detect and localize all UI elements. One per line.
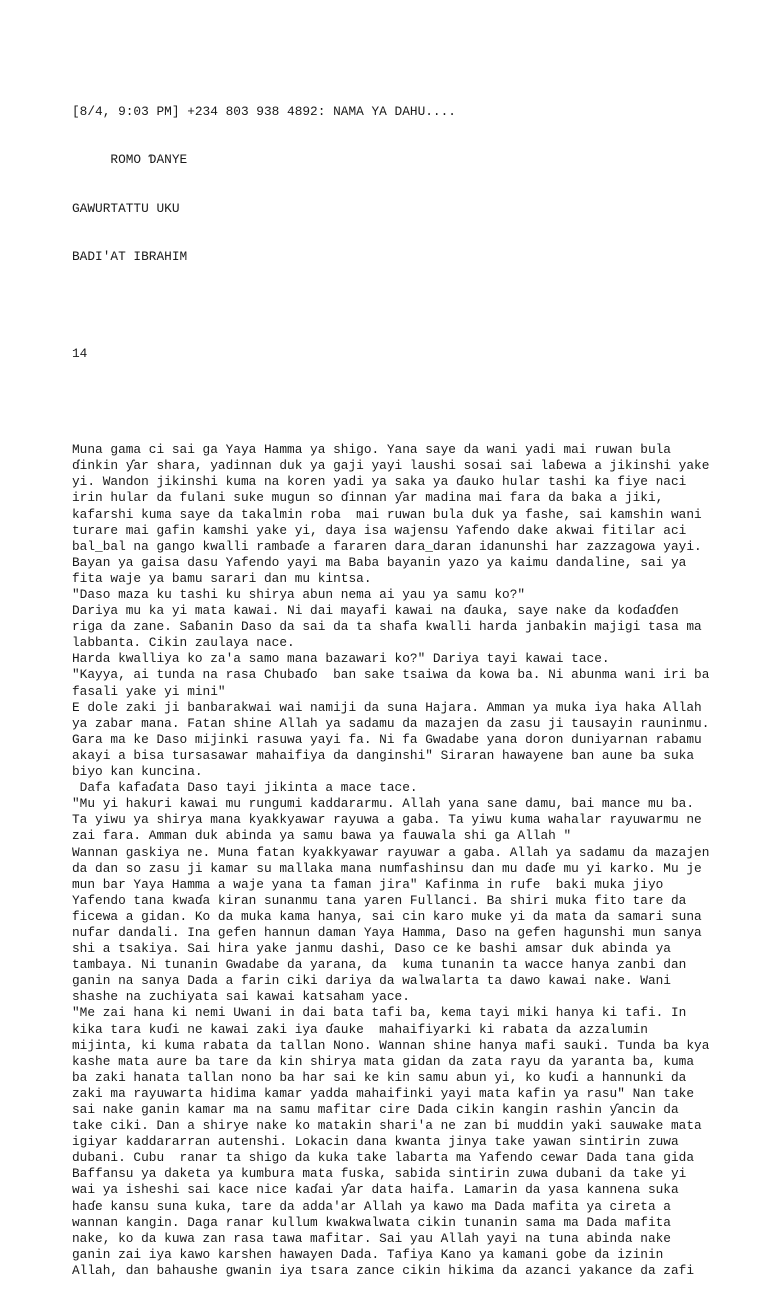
story-line: zaki ma rayuwarta hidima kamar yadda mahaifinki yayi mata kafin ya rasu" Nan take bbox=[72, 1085, 695, 1101]
story-line: fasali yake yi mini" bbox=[72, 683, 226, 699]
story-line: kashe mata aure ba tare da kin shirya mata gidan da zata rayu da yaranta ba, kuma bbox=[72, 1053, 695, 1069]
chapter-number: 14 bbox=[72, 345, 88, 361]
message-header: [8/4, 9:03 PM] +234 803 938 4892: NAMA YA DAHU.... bbox=[72, 104, 456, 120]
story-line: dubani. Cubu ranar ta shigo da kuka take labarta ma Yafendo cewar Dada tana gida bbox=[72, 1150, 695, 1166]
story-line: "Me zai hana ki nemi Uwani in dai bata tafi ba, kema tayi miki hanya ki tafi. In bbox=[72, 1005, 687, 1021]
story-line: bal_bal na gango kwalli rambaɗe a fararen dara_daran idanunshi har zazzagowa yayi. bbox=[72, 538, 702, 554]
story-line: wannan kangin. Daga ranar kullum kwakwalwata cikin tunanin sama ma Dada mafita bbox=[72, 1214, 671, 1230]
spacer bbox=[72, 394, 704, 410]
group-name: GAWURTATTU UKU bbox=[72, 200, 180, 216]
story-line: ɗinkin ƴar shara, yadinnan duk ya gaji yayi laushi sosai sai laɓewa a jikinshi yake bbox=[72, 458, 710, 474]
story-line: riga da zane. Saɓanin Daso da sai da ta shafa kwalli harda janbakin majigi tasa ma bbox=[72, 619, 702, 635]
story-line: Allah, dan bahaushe gwanin iya tsara zance cikin hikima da azanci yakance da zafi bbox=[72, 1262, 695, 1278]
story-line: Dariya mu ka yi mata kawai. Ni dai mayafi kawai na ɗauka, saye nake da koɗaɗɗen bbox=[72, 603, 679, 619]
story-line: tambaya. Ni tunanin Gwadabe da yarana, da kuma tunanin ta wacce hanya zanbi dan bbox=[72, 957, 687, 973]
story-line: take ciki. Dan a shirye nake ko matakin shari'a ne zan bi muddin yaki sauwake mata bbox=[72, 1118, 702, 1134]
story-line: akayi a bisa tursasawar mahaifiya da danginshi" Siraran hawayene ban aune ba suka bbox=[72, 747, 695, 763]
story-line: Baffansu ya daketa ya kumbura mata fuska, sabida sintirin zuwa dubani da take yi bbox=[72, 1166, 687, 1182]
story-line: ganin zai iya kawo karshen hawayen Dada. Tafiya Kano ya kamani gobe da izinin bbox=[72, 1246, 664, 1262]
spacer bbox=[72, 297, 704, 313]
story-line: "Kayya, ai tunda na rasa Chubaɗo ban sake tsaiwa da kowa ba. Ni abunma wani iri ba bbox=[72, 667, 710, 683]
story-line: sai nake ganin kamar ma na samu mafitar cire Dada cikin kangin rashin ƴancin da bbox=[72, 1102, 679, 1117]
story-body bbox=[72, 442, 710, 1279]
author-name: ROMO ƊANYE bbox=[72, 152, 188, 168]
story-line: biyo kan kuncina. bbox=[72, 764, 203, 780]
story-line: Bayan ya gaisa dasu Yafendo yayi ma Baba bayanin yazo ya kaimu dandaline, sai ya bbox=[72, 554, 687, 570]
story-line: ficewa a gidan. Ko da muka kama hanya, sai cin karo muke yi da mata da samari suna bbox=[72, 908, 702, 924]
story-line: kika tara kuɗi ne kawai zaki iya ɗauke mahaifiyarki ki rabata da azzalumin bbox=[72, 1021, 648, 1037]
story-line: shashe na zuchiyata sai kawai katsaham yace. bbox=[72, 989, 410, 1005]
story-line: E dole zaki ji banbarakwai wai namiji da suna Hajara. Amman ya muka iya haka Allah bbox=[72, 699, 702, 715]
story-line: "Mu yi hakuri kawai mu rungumi kaddararmu. Allah yana sane damu, bai mance mu ba. bbox=[72, 796, 695, 812]
story-line: Muna gama ci sai ga Yaya Hamma ya shigo. Yana saye da wani yadi mai ruwan bula bbox=[72, 442, 671, 458]
story-line: mijinta, ki kuma rabata da tallan Nono. Wannan shine hanya mafi sauki. Tunda ba kya bbox=[72, 1037, 710, 1053]
story-line: da dan so zasu ji kamar su mallaka mana numfashinsu dan mu daɗe mu yi karko. Mu je bbox=[72, 860, 702, 876]
story-line: shi a tsakiya. Sai hira yake janmu dashi, Daso ce ke bashi amsar duk abinda ya bbox=[72, 941, 671, 957]
story-line: nufar dandali. Ina gefen hannun daman Yaya Hamma, Daso na gefen hagunshi mun sanya bbox=[72, 924, 702, 940]
story-line: irin hular da fulani suke mugun so ɗinnan ƴar madina mai fara da baka a jiki, bbox=[72, 490, 664, 506]
story-line: yi. Wandon jikinshi kuma na koren yadi ya saka ya ɗauko hular tashi ka fiye naci bbox=[72, 474, 687, 490]
story-line: Harda kwalliya ko za'a samo mana bazawari ko?" Dariya tayi kawai tace. bbox=[72, 651, 610, 667]
story-line: wai ya isheshi sai kace nice kaɗai ƴar data haifa. Lamarin da yasa kannena suka bbox=[72, 1182, 679, 1198]
story-line: Yafendo tana kwaɗa kiran sunanmu tana yaren Fullanci. Ba shiri muka fito tare da bbox=[72, 892, 687, 908]
story-line: "Daso maza ku tashi ku shirya abun nema ai yau ya samu ko?" bbox=[72, 587, 526, 602]
story-line: mun bar Yaya Hamma a waje yana ta faman jira" Kafinma in rufe baki muka jiyo bbox=[72, 876, 664, 892]
story-line: ba zaki hanata tallan nono ba har sai ke kin samu abun yi, ko kuɗi a hannunki da bbox=[72, 1069, 687, 1085]
story-line: Dafa kafaɗata Daso tayi jikinta a mace tace. bbox=[72, 780, 418, 796]
story-line: zai fara. Amman duk abinda ya samu bawa ya fauwala shi ga Allah " bbox=[72, 828, 572, 844]
story-line: turare mai gafin kamshi yake yi, daya isa wajensu Yafendo dake akwai fitilar aci bbox=[72, 522, 687, 538]
story-line: Gara ma ke Daso mijinki rasuwa yayi fa. Ni fa Gwadabe yana doron duniyarnan rabamu bbox=[72, 731, 702, 747]
writer-name: BADI'AT IBRAHIM bbox=[72, 249, 188, 265]
story-line: nake, ko da kuwa zan rasa tawa mafitar. Sai yau Allah yayi na tuna abinda nake bbox=[72, 1230, 671, 1246]
story-line: haɗe kansu suna kuka, tare da adda'ar Allah ya kawo ma Dada mafita ya cireta a bbox=[72, 1198, 671, 1214]
story-line: kafarshi kuma saye da takalmin roba mai ruwan bula duk ya fashe, sai kamshin wani bbox=[72, 506, 702, 522]
story-line: fita waje ya bamu sarari dan mu kintsa. bbox=[72, 570, 372, 586]
document-page bbox=[72, 72, 710, 1295]
story-line: labbanta. Cikin zaulaya nace. bbox=[72, 635, 295, 651]
story-line: Ta yiwu ya shirya mana kyakkyawar rayuwa a gaba. Ta yiwu kuma wahalar rayuwarmu ne bbox=[72, 812, 702, 828]
story-line: Wannan gaskiya ne. Muna fatan kyakkyawar rayuwar a gaba. Allah ya sadamu da mazajen bbox=[72, 844, 710, 860]
story-line: igiyar kaddararran autenshi. Lokacin dana kwanta jinya take yawan sintirin zuwa bbox=[72, 1134, 679, 1150]
story-line: ganin na sanya Dada a farin ciki dariya da walwalarta ta dawo kawai nake. Wani bbox=[72, 973, 671, 989]
story-line: ya zabar mana. Fatan shine Allah ya sadamu da mazajen da zasu ji tausayin rauninmu. bbox=[72, 715, 710, 731]
